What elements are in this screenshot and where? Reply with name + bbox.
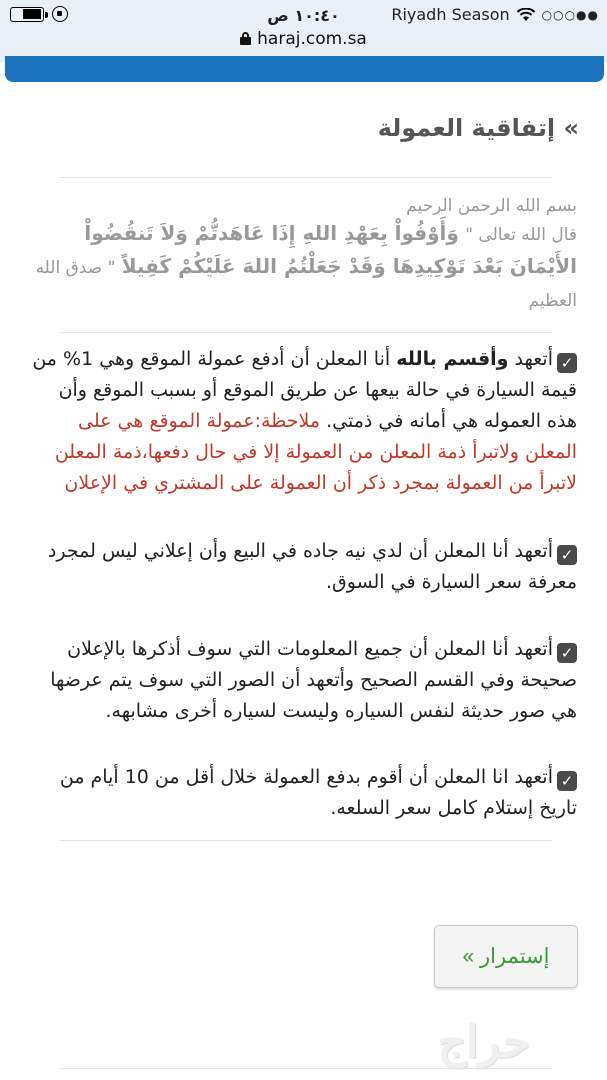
verse-intro: قال الله تعالى " xyxy=(465,225,577,245)
browser-chrome xyxy=(0,0,607,62)
status-bar xyxy=(0,0,607,30)
divider xyxy=(60,177,552,178)
divider xyxy=(60,1068,552,1069)
lock-icon xyxy=(240,32,251,45)
haraj-logo: حراج xyxy=(437,1017,531,1068)
checkbox-pledge-commission[interactable]: ✓ xyxy=(557,353,577,373)
verse-text xyxy=(29,218,577,317)
divider xyxy=(60,840,552,841)
divider xyxy=(60,332,552,333)
pledge-commission xyxy=(27,344,577,499)
pledge-oath: وأقسم بالله xyxy=(396,348,509,370)
quran-verse xyxy=(29,194,577,317)
bismillah-text: بسم الله الرحمن الرحيم xyxy=(406,196,577,216)
status-time: ١٠:٤٠ ص xyxy=(267,6,340,25)
status-right xyxy=(391,5,599,24)
pledge-text: أتعهد أنا المعلن أن لدي نيه جاده في البيع وأن إعلاني ليس لمجرد معرفة سعر السيارة في السوق. xyxy=(47,540,577,593)
page-content xyxy=(0,82,607,1080)
url-text: haraj.com.sa xyxy=(257,29,367,49)
carrier-name: Riyadh Season xyxy=(391,5,510,24)
pledge-serious-sale xyxy=(27,536,577,598)
pledge-text: أتعهد انا المعلن أن أقوم بدفع العمولة خلال أقل من 10 أيام من تاريخ إستلام كامل سعر السلعه. xyxy=(59,766,577,819)
pledge-lead: أتعهد xyxy=(508,348,553,370)
address-bar[interactable] xyxy=(0,29,607,49)
wifi-icon xyxy=(516,8,536,22)
checkbox-pledge-serious-sale[interactable]: ✓ xyxy=(557,545,577,565)
pledge-text: أتعهد أنا المعلن أن جميع المعلومات التي سوف أذكرها بالإعلان صحيحة وفي القسم الصحيح وأتعهد أن الصور التي سوف يتم عرضها هي صور حديثة لنفس السياره وليست لسياره أخرى مشابهه. xyxy=(50,638,577,722)
checkbox-pledge-accurate-info[interactable]: ✓ xyxy=(557,643,577,663)
pledge-text: أنا المعلن أن أدفع عمولة الموقع وهي 1% من قيمة السيارة في حالة بيعها عن طريق الموقع أو بسبب الموقع وأن هذه العموله هي أمانه في ذمتي. xyxy=(32,348,577,432)
checkbox-pledge-payment-deadline[interactable]: ✓ xyxy=(557,771,577,791)
signal-strength-icon: ○○○●● xyxy=(541,7,599,22)
pledge-note: ملاحظة:عمولة الموقع هي على المعلن ولاتبرأ ذمة المعلن من العمولة إلا في حال دفعها،ذمة المعلن لاتبرأ من العمولة بمجرد ذكر أن العمولة على المشتري في الإعلان xyxy=(54,410,577,494)
pledge-payment-deadline xyxy=(27,762,577,824)
page-title: » إتفاقية العمولة xyxy=(377,114,579,142)
pledge-accurate-info xyxy=(27,634,577,727)
site-header-bar xyxy=(5,56,604,82)
verse-quote: وَأَوْفُواْ بِعَهْدِ اللهِ إِذَا عَاهَدتُّمْ وَلاَ تَنقُضُواْ الأَيْمَانَ بَعْدَ تَوْكِيدِهَا وَقَدْ جَعَلْتُمُ اللهَ عَلَيْكُمْ كَفِيلاً xyxy=(84,221,577,278)
continue-button[interactable]: إستمرار » xyxy=(434,925,578,988)
verse-outro: " صدق الله العظيم xyxy=(35,258,577,311)
